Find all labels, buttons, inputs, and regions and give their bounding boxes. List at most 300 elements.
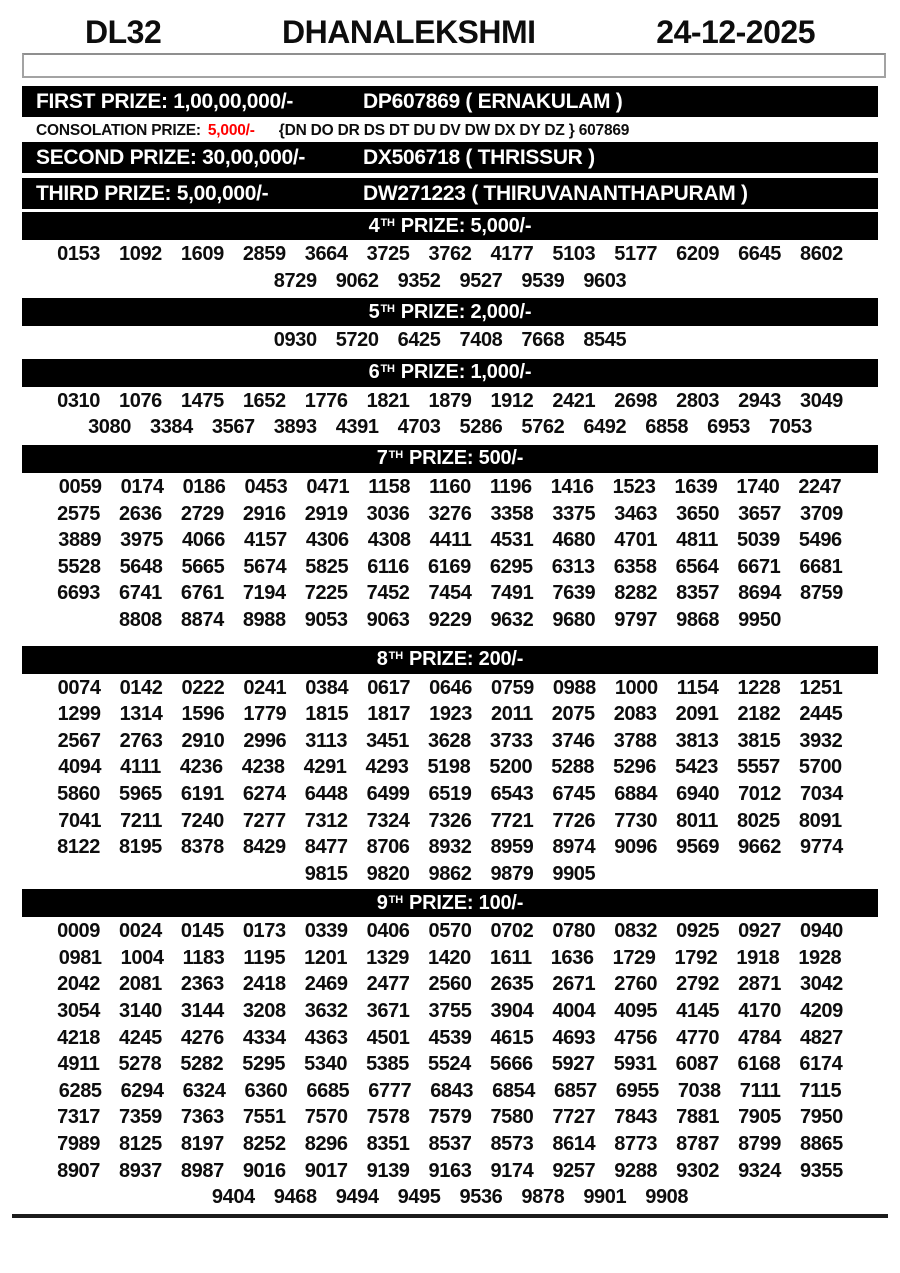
- ticket-number: 3664: [304, 243, 348, 265]
- ticket-number: 8937: [119, 1159, 162, 1182]
- ticket-number: 9494: [335, 1186, 379, 1209]
- ticket-number: 8808: [119, 608, 162, 631]
- ticket-number-row: [0, 1025, 900, 1052]
- ticket-number: 1636: [550, 946, 594, 969]
- ticket-number: 7312: [304, 809, 348, 832]
- prize-ordinal-suffix: TH: [380, 363, 395, 376]
- ticket-number: 8759: [799, 582, 843, 605]
- ticket-number: 2859: [242, 243, 286, 265]
- ticket-number: 1314: [119, 703, 163, 726]
- ticket-number: 4615: [490, 1026, 534, 1049]
- ticket-number: 6519: [428, 782, 472, 805]
- ticket-number: 4784: [738, 1026, 781, 1049]
- winning-numbers: [0, 326, 900, 354]
- prize-amount-label: PRIZE: 1,000/-: [400, 361, 532, 384]
- ticket-number: 2182: [737, 703, 781, 726]
- prize-section-header: [22, 298, 878, 326]
- ticket-number: 7326: [428, 809, 472, 832]
- ticket-number: 7211: [120, 809, 162, 832]
- ticket-number-row: [0, 1131, 900, 1158]
- prize-ordinal: 5: [368, 300, 380, 323]
- ticket-search-input[interactable]: [22, 53, 886, 78]
- ticket-number: 7454: [428, 582, 472, 605]
- ticket-number: 6857: [554, 1079, 597, 1102]
- ticket-number: 8987: [180, 1159, 224, 1182]
- ticket-number: 5965: [119, 782, 162, 805]
- ticket-number: 8988: [242, 608, 286, 631]
- ticket-number-row: [0, 241, 900, 268]
- ticket-number: 4827: [799, 1026, 843, 1049]
- ticket-number: 1611: [489, 946, 532, 969]
- ticket-number: 6116: [367, 555, 409, 578]
- ticket-number: 4145: [676, 1000, 720, 1023]
- ticket-number-row: [0, 971, 900, 998]
- ticket-number: 2636: [119, 502, 162, 525]
- ticket-number: 0925: [676, 920, 720, 943]
- ticket-number: 4770: [676, 1026, 720, 1049]
- ticket-number: 6953: [707, 416, 751, 439]
- ticket-number: 9163: [428, 1159, 472, 1182]
- ticket-number: 8091: [798, 809, 842, 832]
- ticket-number-row: [0, 754, 900, 781]
- ticket-number: 9096: [614, 836, 658, 859]
- prize-amount-label: PRIZE: 200/-: [408, 648, 524, 671]
- ticket-number: 3815: [737, 729, 781, 752]
- ticket-number: 6843: [430, 1079, 474, 1102]
- ticket-number: 5295: [242, 1053, 286, 1076]
- ticket-number: 0074: [57, 676, 101, 699]
- ticket-number: 5648: [119, 555, 163, 578]
- ticket-number: 8282: [614, 582, 658, 605]
- ticket-number: 6745: [552, 782, 596, 805]
- ticket-number: 6360: [244, 1079, 288, 1102]
- prize-ordinal: 4: [368, 214, 380, 237]
- ticket-number: 4245: [119, 1026, 162, 1049]
- ticket-number: 2698: [614, 389, 658, 412]
- ticket-number: 0832: [614, 920, 658, 943]
- ticket-number: 7277: [242, 809, 286, 832]
- prize-section: [0, 298, 900, 354]
- ticket-number: 0186: [182, 475, 226, 498]
- ticket-number: 3140: [119, 1000, 162, 1023]
- ticket-number: 4701: [614, 529, 658, 552]
- first-prize-label: FIRST PRIZE: 1,00,00,000/-: [36, 89, 294, 113]
- first-prize-winner: DP607869 ( ERNAKULAM ): [363, 89, 623, 113]
- lottery-title: DHANALEKSHMI: [282, 14, 536, 50]
- ticket-number: 2011: [491, 703, 533, 726]
- ticket-number-row: [0, 1078, 900, 1105]
- prize-section-header: [22, 445, 878, 473]
- ticket-number: 0310: [57, 389, 101, 412]
- ticket-number: 0988: [552, 676, 596, 699]
- ticket-number-row: [0, 1051, 900, 1078]
- ticket-number: 3036: [366, 502, 410, 525]
- ticket-number: 0570: [428, 920, 472, 943]
- ticket-number: 8125: [119, 1133, 162, 1156]
- ticket-number: 8974: [552, 836, 596, 859]
- ticket-number: 0930: [273, 329, 317, 352]
- ticket-number: 2075: [551, 703, 595, 726]
- ticket-number: 2760: [614, 973, 658, 996]
- ticket-number: 8729: [273, 269, 317, 292]
- ticket-number: 4170: [738, 1000, 781, 1023]
- ticket-number: 4334: [242, 1026, 286, 1049]
- ticket-number: 0646: [429, 676, 472, 699]
- ticket-number: 2469: [304, 973, 348, 996]
- ticket-number: 8874: [180, 608, 224, 631]
- ticket-number: 5423: [675, 756, 718, 779]
- ticket-number: 5288: [551, 756, 595, 779]
- ticket-number-row: [0, 728, 900, 755]
- ticket-number: 8694: [738, 582, 781, 605]
- ticket-number: 9229: [428, 608, 472, 631]
- ticket-number: 6645: [738, 243, 781, 265]
- ticket-number: 9632: [490, 608, 534, 631]
- ticket-number: 2943: [738, 389, 781, 412]
- ticket-number: 2560: [428, 973, 472, 996]
- ticket-number: 1195: [243, 946, 286, 969]
- ticket-number: 1158: [368, 475, 411, 498]
- third-prize-winner: DW271223 ( THIRUVANANTHAPURAM ): [363, 181, 748, 205]
- ticket-number: 1923: [429, 703, 472, 726]
- ticket-number: 4911: [57, 1053, 100, 1076]
- ticket-number: 8351: [366, 1133, 410, 1156]
- ticket-number: 9680: [552, 608, 596, 631]
- ticket-number: 3904: [490, 1000, 534, 1023]
- ticket-number: 9355: [799, 1159, 843, 1182]
- ticket-number: 9569: [676, 836, 720, 859]
- ticket-number: 7324: [366, 809, 410, 832]
- ticket-number: 3733: [489, 729, 533, 752]
- ticket-number: 1609: [180, 243, 224, 265]
- ticket-number: 8378: [180, 836, 224, 859]
- ticket-number-row: [0, 527, 900, 554]
- ticket-number: 8602: [799, 243, 843, 265]
- ticket-number: 2996: [243, 729, 287, 752]
- ticket-number: 7194: [242, 582, 286, 605]
- ticket-number: 9302: [676, 1159, 720, 1182]
- ticket-number: 8706: [366, 836, 410, 859]
- ticket-number: 4111: [120, 756, 161, 779]
- ticket-number: 0927: [738, 920, 781, 943]
- ticket-number: 7363: [180, 1106, 224, 1129]
- ticket-number: 3893: [273, 416, 317, 439]
- ticket-number: 8537: [428, 1133, 472, 1156]
- ticket-number: 6693: [57, 582, 101, 605]
- ticket-number: 7012: [738, 782, 781, 805]
- ticket-number: 9950: [738, 608, 781, 631]
- ticket-number: 3080: [88, 416, 131, 439]
- ticket-number: 6854: [492, 1079, 536, 1102]
- ticket-number: 7551: [242, 1106, 286, 1129]
- ticket-number: 1420: [427, 946, 471, 969]
- ticket-number: 9862: [428, 862, 472, 885]
- ticket-number: 9288: [614, 1159, 658, 1182]
- ticket-number: 6358: [613, 555, 657, 578]
- ticket-number: 9539: [521, 269, 565, 292]
- ticket-number: 9404: [211, 1186, 255, 1209]
- ticket-number: 3746: [551, 729, 595, 752]
- ticket-number: 7905: [738, 1106, 781, 1129]
- ticket-number: 1160: [429, 475, 471, 498]
- ticket-number: 6295: [489, 555, 533, 578]
- ticket-number: 9879: [490, 862, 534, 885]
- ticket-number: 6324: [182, 1079, 226, 1102]
- prize-amount-label: PRIZE: 100/-: [408, 891, 524, 914]
- ticket-number: 4501: [366, 1026, 410, 1049]
- ticket-number: 5198: [427, 756, 471, 779]
- ticket-number-row: [0, 1158, 900, 1185]
- ticket-number: 2916: [242, 502, 286, 525]
- ticket-number: 4291: [303, 756, 347, 779]
- ticket-number: 7111: [739, 1079, 781, 1102]
- ticket-number: 9352: [397, 269, 441, 292]
- ticket-number: 5524: [427, 1053, 471, 1076]
- prize-section: [0, 359, 900, 441]
- ticket-number-row: [0, 701, 900, 728]
- ticket-number: 9257: [552, 1159, 596, 1182]
- ticket-number: 9063: [366, 608, 410, 631]
- ticket-number: 0406: [366, 920, 410, 943]
- ticket-number: 9062: [335, 269, 379, 292]
- ticket-number-row: [0, 998, 900, 1025]
- prize-ordinal-suffix: TH: [380, 302, 395, 315]
- ticket-number: 1596: [181, 703, 225, 726]
- ticket-number: 2418: [242, 973, 286, 996]
- ticket-number: 4293: [365, 756, 409, 779]
- ticket-number: 4177: [490, 243, 534, 265]
- ticket-number: 1912: [490, 389, 534, 412]
- ticket-number: 5200: [489, 756, 533, 779]
- ticket-number: 7950: [799, 1106, 843, 1129]
- ticket-number: 0174: [120, 475, 164, 498]
- ticket-number: 7240: [180, 809, 224, 832]
- ticket-number: 4391: [335, 416, 379, 439]
- prize-amount-label: PRIZE: 5,000/-: [400, 214, 532, 237]
- ticket-number: 1740: [736, 475, 780, 498]
- ticket-number: 3208: [242, 1000, 286, 1023]
- ticket-number: 5282: [180, 1053, 224, 1076]
- ticket-number: 3054: [57, 1000, 101, 1023]
- ticket-number: 6087: [675, 1053, 719, 1076]
- prize-amount-label: PRIZE: 2,000/-: [400, 300, 532, 323]
- ticket-number: 3113: [305, 729, 348, 752]
- ticket-number: 9468: [273, 1186, 317, 1209]
- ticket-number: 3463: [614, 502, 658, 525]
- ticket-number: 6940: [676, 782, 720, 805]
- ticket-number: 0241: [243, 676, 287, 699]
- ticket-number: 2083: [613, 703, 657, 726]
- prize-section: [0, 445, 900, 634]
- ticket-number: 6761: [180, 582, 224, 605]
- ticket-number: 1928: [798, 946, 842, 969]
- ticket-number: 7730: [614, 809, 658, 832]
- ticket-number: 5860: [57, 782, 101, 805]
- ticket-number: 4004: [552, 1000, 596, 1023]
- ticket-number: 6955: [615, 1079, 659, 1102]
- ticket-number: 5665: [181, 555, 225, 578]
- ticket-number: 9662: [738, 836, 781, 859]
- ticket-number-row: [0, 781, 900, 808]
- ticket-number: 4539: [428, 1026, 472, 1049]
- ticket-number: 3889: [58, 529, 102, 552]
- ticket-number: 0759: [491, 676, 534, 699]
- ticket-number: 3358: [490, 502, 534, 525]
- ticket-number: 2091: [675, 703, 719, 726]
- ticket-number: 4238: [241, 756, 285, 779]
- ticket-number: 9016: [242, 1159, 286, 1182]
- ticket-number: 7115: [799, 1079, 842, 1102]
- ticket-number: 6884: [614, 782, 658, 805]
- ticket-number: 9495: [397, 1186, 441, 1209]
- ticket-number: 2763: [119, 729, 163, 752]
- ticket-number: 6543: [490, 782, 534, 805]
- ticket-number: 3650: [676, 502, 720, 525]
- ticket-number: 5557: [736, 756, 780, 779]
- ticket-number: 6191: [180, 782, 224, 805]
- prize-section: [0, 646, 900, 888]
- ticket-number: 8932: [428, 836, 472, 859]
- ticket-number: 9908: [645, 1186, 689, 1209]
- ticket-number: 6425: [397, 329, 441, 352]
- ticket-number-row: [0, 1184, 900, 1211]
- lottery-code: DL32: [85, 14, 162, 50]
- consolation-label: CONSOLATION PRIZE:: [36, 122, 201, 139]
- ticket-number: 1228: [737, 676, 781, 699]
- ticket-number: 2081: [119, 973, 162, 996]
- ticket-number: 8773: [614, 1133, 658, 1156]
- ticket-number: 3762: [428, 243, 472, 265]
- ticket-number: 8252: [242, 1133, 286, 1156]
- ticket-number: 0617: [367, 676, 411, 699]
- ticket-number: 3567: [211, 416, 255, 439]
- ticket-number: 5762: [521, 416, 565, 439]
- ticket-number: 0024: [119, 920, 162, 943]
- ticket-number: 6492: [583, 416, 627, 439]
- ticket-number: 5666: [489, 1053, 533, 1076]
- ticket-number: 8429: [242, 836, 286, 859]
- ticket-number: 1779: [243, 703, 287, 726]
- third-prize-bar: [22, 178, 878, 209]
- ticket-number: 9603: [583, 269, 627, 292]
- ticket-number: 4157: [243, 529, 287, 552]
- ticket-number: 9174: [490, 1159, 534, 1182]
- ticket-number: 8477: [304, 836, 348, 859]
- ticket-number: 4756: [614, 1026, 658, 1049]
- prize-section-header: [22, 889, 878, 917]
- ticket-number: 4236: [179, 756, 223, 779]
- ticket-number: 2567: [57, 729, 101, 752]
- ticket-number: 5496: [798, 529, 842, 552]
- ticket-number: 4095: [614, 1000, 658, 1023]
- prize-section: [0, 889, 900, 1211]
- ticket-number: 5385: [366, 1053, 409, 1076]
- ticket-number: 1817: [367, 703, 411, 726]
- ticket-number: 7570: [304, 1106, 348, 1129]
- ticket-number: 7038: [677, 1079, 721, 1102]
- ticket-number: 1652: [242, 389, 286, 412]
- ticket-number: 4811: [676, 529, 718, 552]
- ticket-number: 8025: [736, 809, 780, 832]
- ticket-number: 3276: [428, 502, 472, 525]
- winning-numbers: [0, 473, 900, 634]
- ticket-number: 8799: [738, 1133, 781, 1156]
- ticket-number-row: [0, 268, 900, 295]
- ticket-number: 1004: [120, 946, 164, 969]
- ticket-number: 2803: [676, 389, 720, 412]
- prize-sections: [0, 212, 900, 1211]
- ticket-number: 2871: [738, 973, 781, 996]
- ticket-number: 4531: [490, 529, 534, 552]
- ticket-number: 2919: [304, 502, 348, 525]
- ticket-number-row: [0, 580, 900, 607]
- ticket-number: 4308: [367, 529, 411, 552]
- ticket-number-row: [0, 1104, 900, 1131]
- ticket-number: 3975: [120, 529, 164, 552]
- ticket-number: 2729: [180, 502, 224, 525]
- ticket-number: 1329: [366, 946, 409, 969]
- ticket-number: 3813: [675, 729, 719, 752]
- ticket-number: 8357: [676, 582, 720, 605]
- ticket-number: 7359: [119, 1106, 162, 1129]
- ticket-number: 5340: [304, 1053, 348, 1076]
- prize-ordinal-suffix: TH: [388, 893, 403, 906]
- ticket-number: 0339: [304, 920, 348, 943]
- ticket-number: 0173: [242, 920, 286, 943]
- ticket-number: 8296: [304, 1133, 348, 1156]
- ticket-number: 7041: [58, 809, 102, 832]
- ticket-number: 6564: [675, 555, 719, 578]
- ticket-number: 8614: [552, 1133, 596, 1156]
- ticket-number: 0702: [490, 920, 534, 943]
- ticket-number: 1416: [550, 475, 594, 498]
- second-prize-winner: DX506718 ( THRISSUR ): [363, 145, 595, 169]
- prize-ordinal: 8: [376, 648, 388, 671]
- first-prize-bar: [22, 86, 878, 117]
- ticket-number: 8959: [490, 836, 534, 859]
- ticket-number: 4276: [180, 1026, 224, 1049]
- ticket-number: 7408: [459, 329, 503, 352]
- winning-numbers: [0, 387, 900, 441]
- ticket-number: 5700: [798, 756, 842, 779]
- ticket-number: 3788: [613, 729, 657, 752]
- prize-ordinal: 9: [376, 891, 388, 914]
- ticket-number: 5720: [335, 329, 379, 352]
- ticket-number: 9527: [459, 269, 503, 292]
- ticket-number: 5103: [552, 243, 596, 265]
- ticket-number: 4094: [58, 756, 102, 779]
- ticket-number: 7034: [799, 782, 843, 805]
- page-header: [0, 0, 900, 51]
- ticket-number: 0940: [799, 920, 843, 943]
- ticket-number: 6858: [645, 416, 689, 439]
- ticket-number: 6168: [737, 1053, 781, 1076]
- ticket-number: 3042: [799, 973, 843, 996]
- ticket-number: 2363: [180, 973, 224, 996]
- prize-ordinal-suffix: TH: [380, 216, 395, 229]
- ticket-number: 6741: [119, 582, 162, 605]
- ticket-number: 0780: [552, 920, 596, 943]
- ticket-number: 4411: [429, 529, 472, 552]
- ticket-number: 8545: [583, 329, 627, 352]
- ticket-number: 5177: [614, 243, 658, 265]
- ticket-number: 1251: [799, 676, 843, 699]
- ticket-number: 5286: [459, 416, 503, 439]
- ticket-number: 7726: [552, 809, 596, 832]
- ticket-number: 4680: [552, 529, 596, 552]
- ticket-number: 7727: [552, 1106, 596, 1129]
- ticket-number: 2671: [552, 973, 596, 996]
